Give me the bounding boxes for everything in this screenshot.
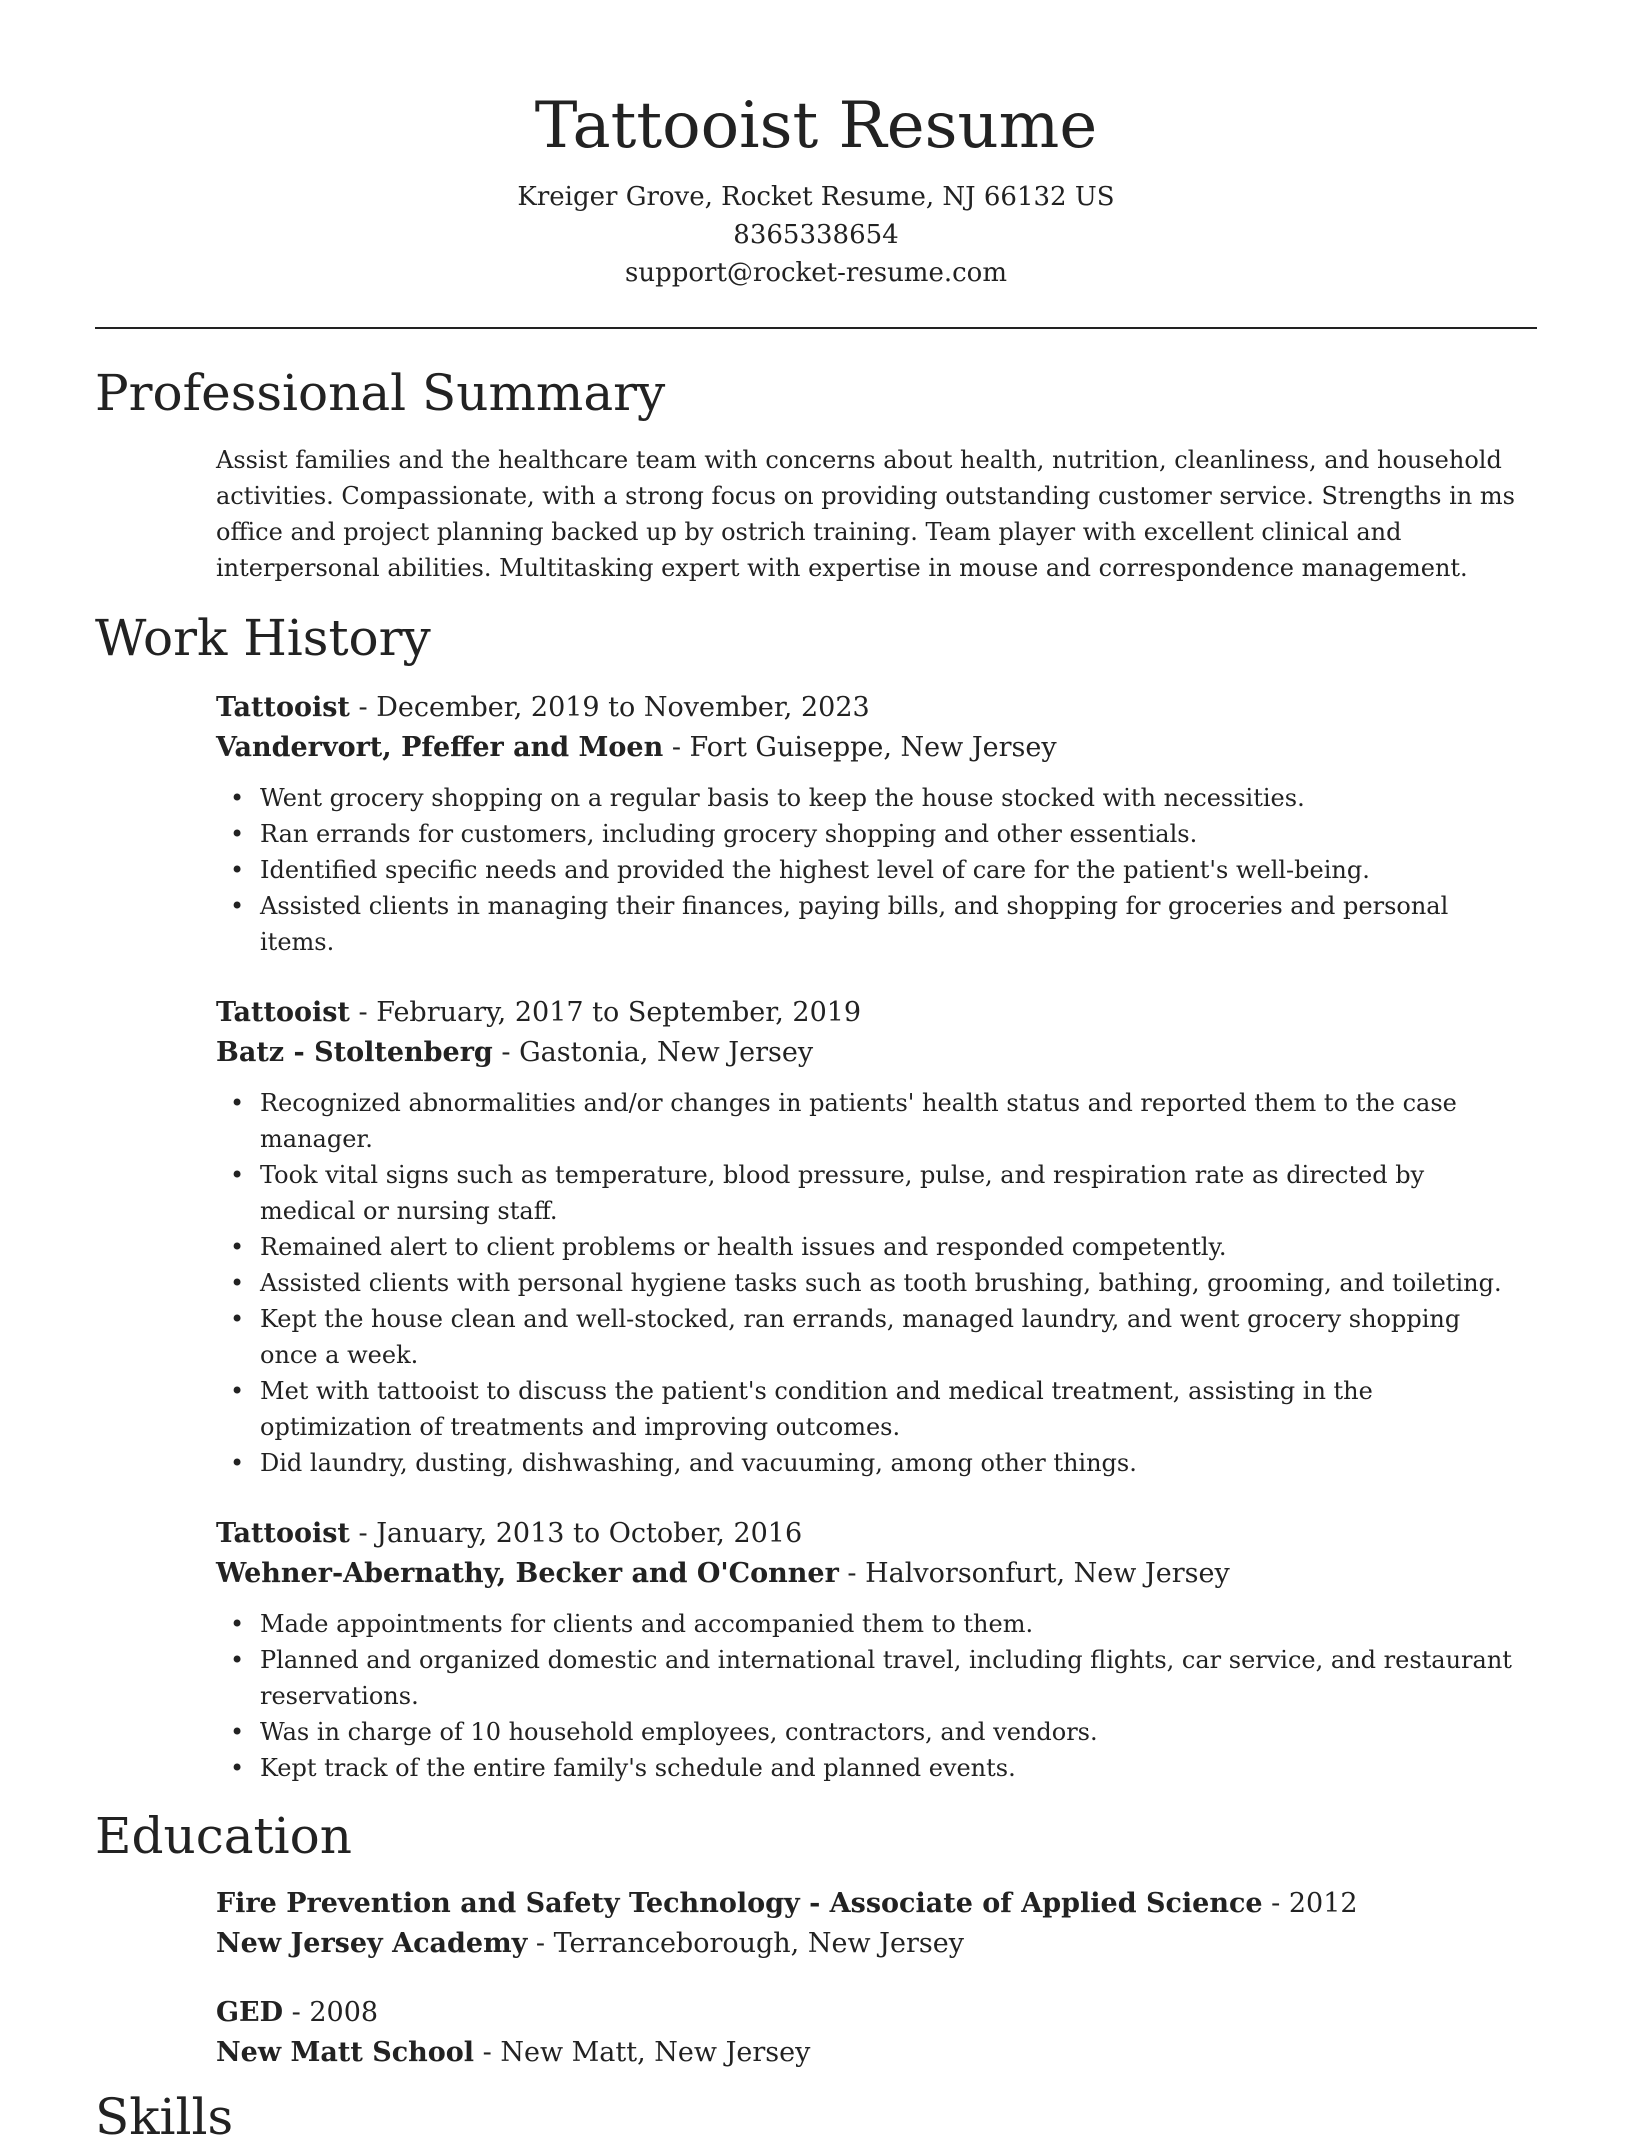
section-title-summary: Professional Summary [95,364,666,422]
list-item: • Ran errands for customers, including grocery shopping and other essentials. [260,816,1517,852]
list-item: • Recognized abnormalities and/or changes in patients' health status and reported them to the case manager. [260,1085,1517,1157]
education-degree: Fire Prevention and Safety Technology - Associate of Applied Science [216,1888,1263,1919]
list-item: • Kept track of the entire family's schedule and planned events. [260,1750,1517,1786]
education-year: - 2012 [1262,1888,1358,1919]
education-location: - Terranceborough, New Jersey [527,1928,964,1959]
education-entry [216,1993,1537,2073]
education-school: New Matt School [216,2037,475,2068]
bullet-icon: • [230,1161,245,1189]
list-item: • Met with tattooist to discuss the patient's condition and medical treatment, assisting in the optimization of treatments and improving outcomes. [260,1373,1517,1445]
bullet-icon: • [230,1646,245,1674]
contact-phone: 8365338654 [733,220,899,250]
bullet-icon: • [230,820,245,848]
list-item: • Planned and organized domestic and international travel, including flights, car service, and restaurant reservations. [260,1642,1517,1714]
list-item: • Kept the house clean and well-stocked, ran errands, managed laundry, and went grocery shopping once a week. [260,1301,1517,1373]
list-item: • Made appointments for clients and accompanied them to them. [260,1606,1517,1642]
education-location: - New Matt, New Jersey [474,2037,811,2068]
job-duties-list [216,1085,1537,1481]
bullet-icon: • [230,1305,245,1333]
section-title-work-history: Work History [95,609,431,667]
education-degree-line [216,1884,1537,1924]
job-entry [216,1514,1537,1786]
bullet-icon: • [230,1377,245,1405]
job-location: - Fort Guiseppe, New Jersey [663,732,1057,763]
section-title-skills: Skills [95,2088,234,2146]
contact-address: Kreiger Grove, Rocket Resume, NJ 66132 US [517,182,1115,212]
job-company-line [216,728,1537,768]
job-entry [216,993,1537,1481]
job-dates: - February, 2017 to September, 2019 [349,997,862,1028]
bullet-icon: • [230,1718,245,1746]
job-company-line [216,1033,1537,1073]
list-item: • Went grocery shopping on a regular basis to keep the house stocked with necessities. [260,780,1517,816]
list-item: • Took vital signs such as temperature, blood pressure, pulse, and respiration rate as directed by medical or nursing staff. [260,1157,1517,1229]
bullet-icon: • [230,1233,245,1261]
bullet-icon: • [230,856,245,884]
list-item: • Did laundry, dusting, dishwashing, and vacuuming, among other things. [260,1445,1517,1481]
job-title-line [216,993,1537,1033]
resume-page [95,0,1537,2147]
bullet-icon: • [230,1269,245,1297]
list-item: • Identified specific needs and provided the highest level of care for the patient's well-being. [260,852,1517,888]
education-entry [216,1884,1537,1964]
education-school-line [216,1924,1537,1964]
contact-email: support@rocket-resume.com [624,258,1007,288]
job-entry [216,688,1537,960]
job-duties-list [216,780,1537,960]
education-degree: GED [216,1997,284,2028]
bullet-icon: • [230,784,245,812]
header-divider [95,327,1537,329]
education-school: New Jersey Academy [216,1928,528,1959]
job-company: Vandervort, Pfeffer and Moen [216,732,664,763]
contact-block [95,178,1537,292]
job-company: Wehner-Abernathy, Becker and O'Conner [216,1558,839,1589]
list-item: • Was in charge of 10 household employees, contractors, and vendors. [260,1714,1517,1750]
job-role: Tattooist [216,1518,350,1549]
list-item: • Assisted clients in managing their finances, paying bills, and shopping for groceries and personal items. [260,888,1517,960]
job-title-line [216,1514,1537,1554]
education-school-line [216,2033,1537,2073]
summary-text: Assist families and the healthcare team with concerns about health, nutrition, cleanliness, and household activities. Compassionate, with a strong focus on providing outstanding customer service. Strengths in ms office and project planning backed up by ostrich training. Team player with excellent clinical and interpersonal abilities. Multitasking expert with expertise in mouse and correspondence management. [216,446,1515,582]
section-title-education: Education [95,1807,352,1865]
job-location: - Gastonia, New Jersey [492,1037,814,1068]
education-year: - 2008 [283,1997,379,2028]
bullet-icon: • [230,892,245,920]
bullet-icon: • [230,1754,245,1782]
list-item: • Assisted clients with personal hygiene tasks such as tooth brushing, bathing, grooming, and toileting. [260,1265,1517,1301]
bullet-icon: • [230,1449,245,1477]
job-location: - Halvorsonfurt, New Jersey [838,1558,1230,1589]
bullet-icon: • [230,1610,245,1638]
bullet-icon: • [230,1089,245,1117]
job-company: Batz - Stoltenberg [216,1037,493,1068]
job-title-line [216,688,1537,728]
job-company-line [216,1554,1537,1594]
list-item: • Remained alert to client problems or health issues and responded competently. [260,1229,1517,1265]
job-role: Tattooist [216,997,350,1028]
job-duties-list [216,1606,1537,1786]
job-role: Tattooist [216,692,350,723]
job-dates: - December, 2019 to November, 2023 [349,692,870,723]
job-dates: - January, 2013 to October, 2016 [349,1518,803,1549]
resume-title: Tattooist Resume [534,89,1098,163]
education-degree-line [216,1993,1537,2033]
